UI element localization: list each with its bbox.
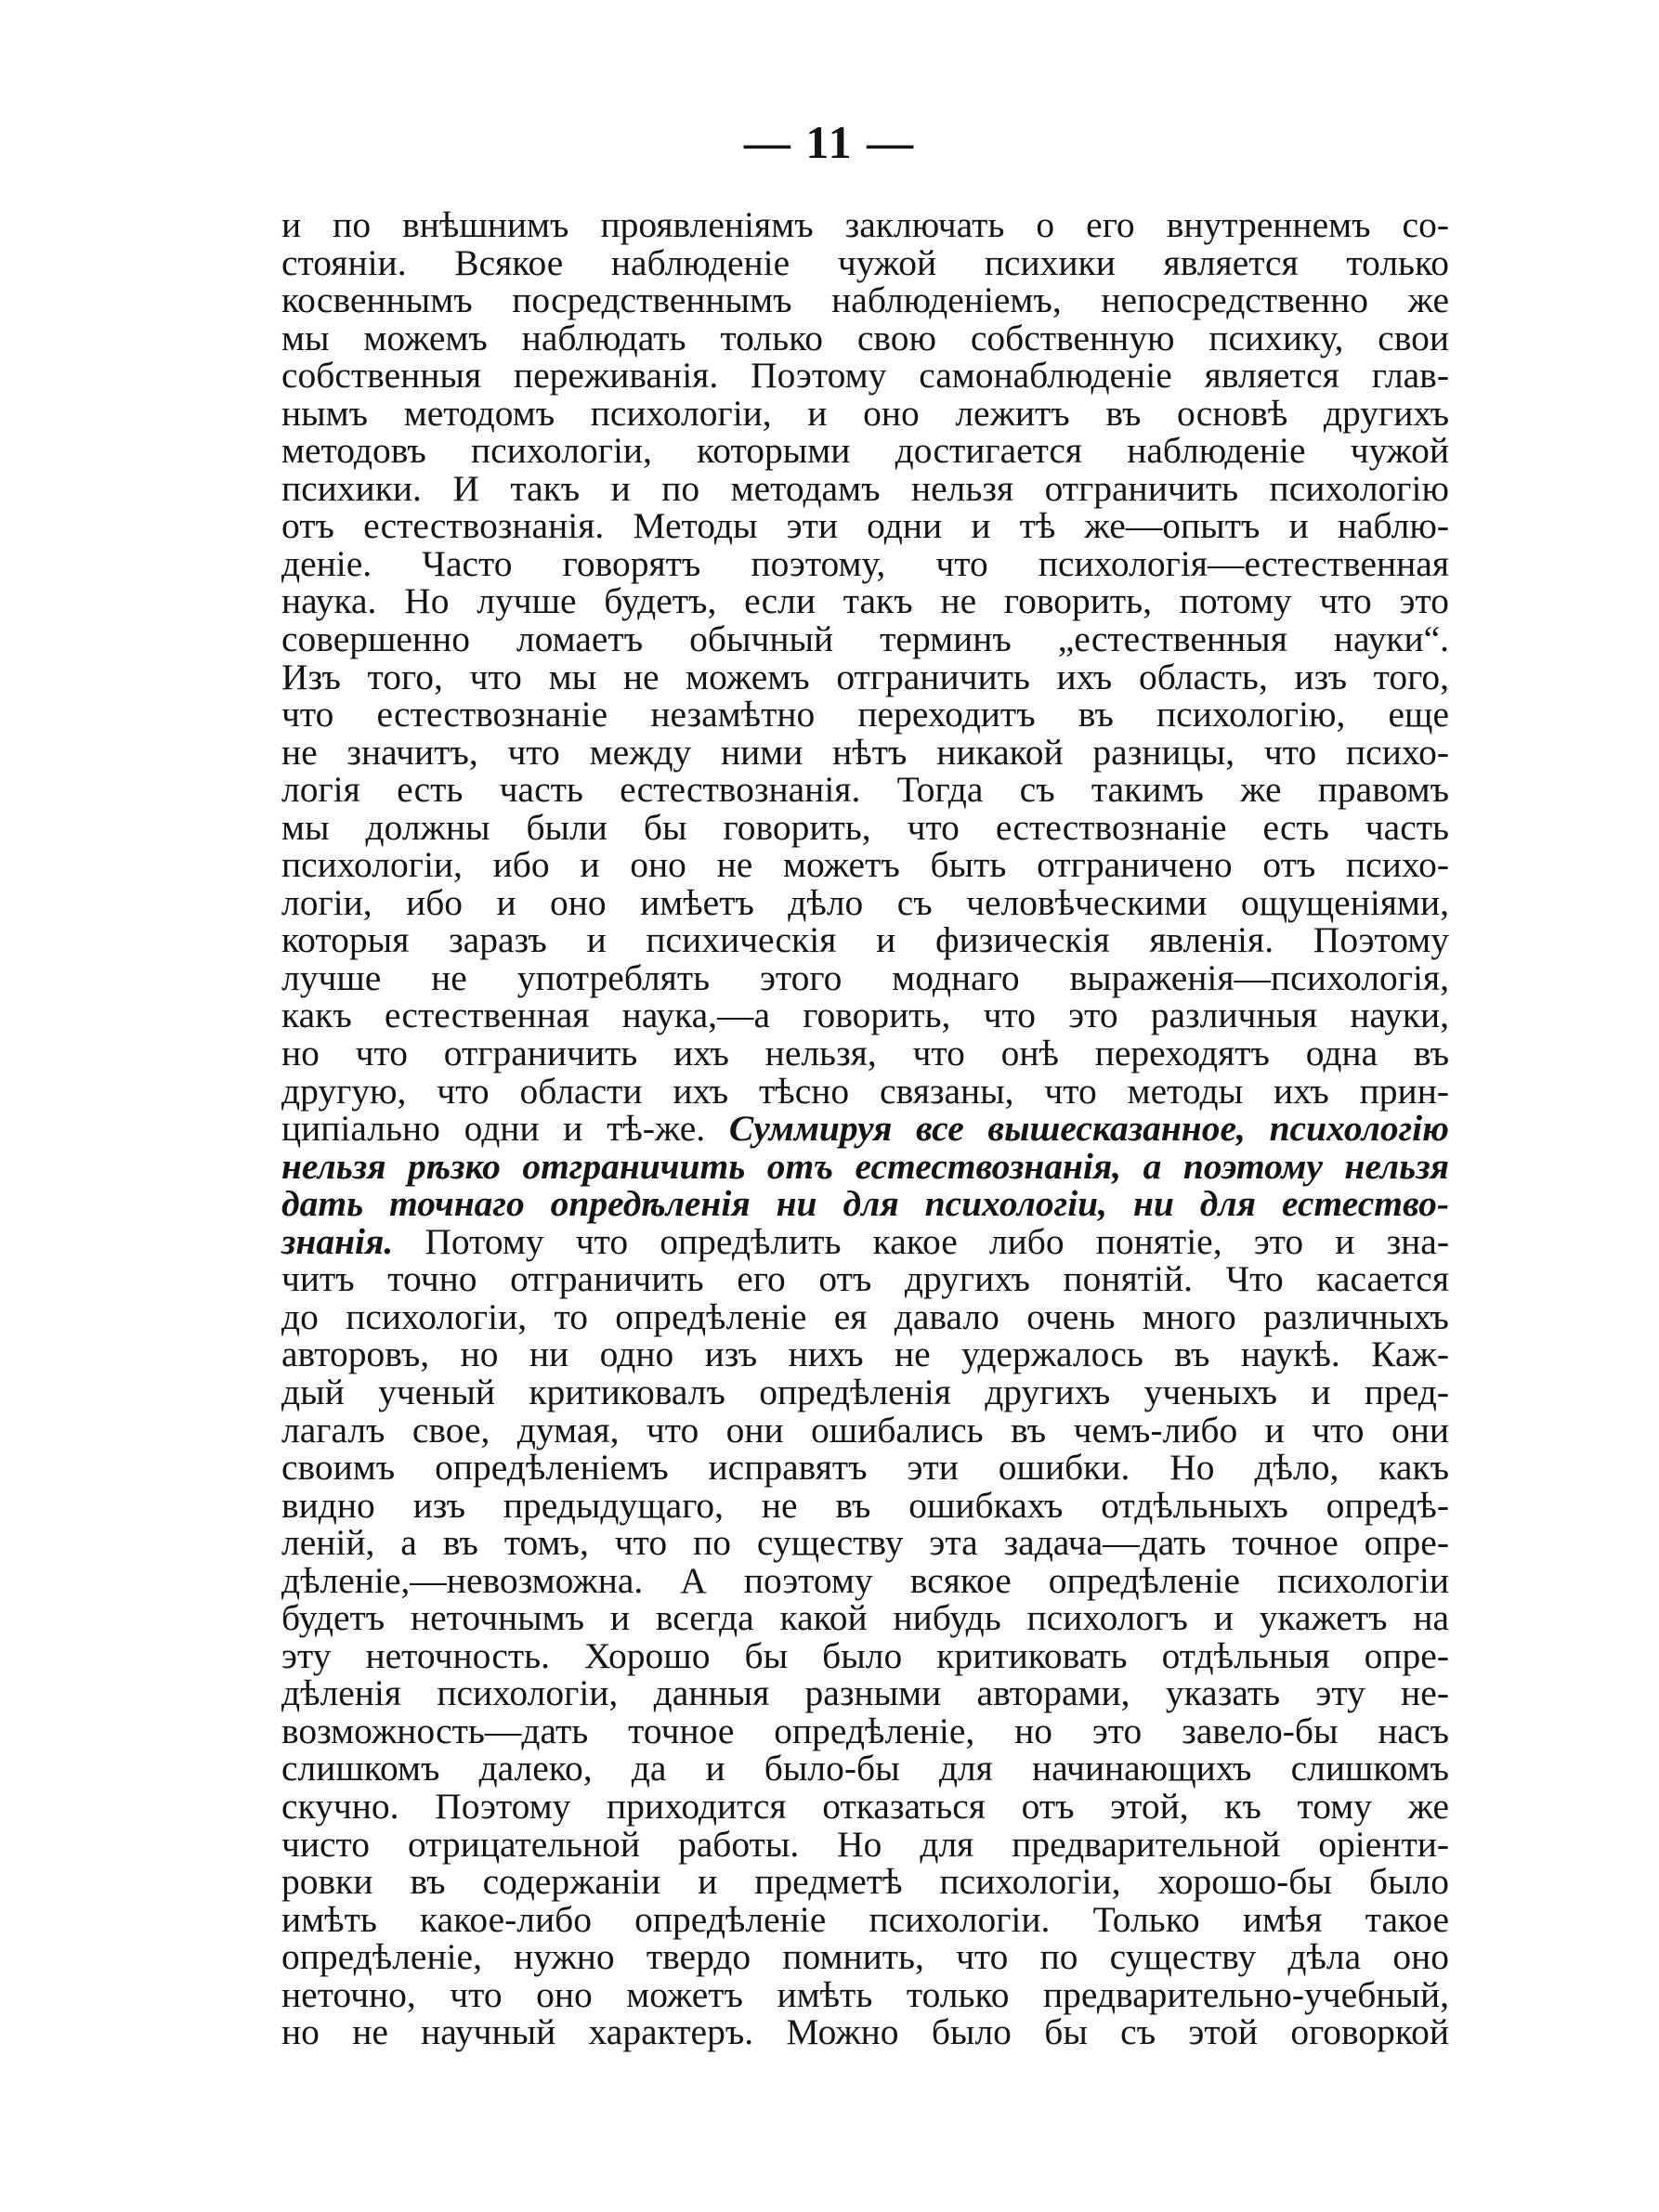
text-line xyxy=(281,1524,1449,1562)
text-segment: но не научный характеръ. Можно было бы съ этой оговоркой xyxy=(281,2011,1449,2053)
text-segment: опредѣленіе, нужно твердо помнить, что по существу дѣла оно xyxy=(281,1936,1449,1978)
text-segment: мы должны были бы говорить, что естествознаніе есть часть xyxy=(281,806,1449,848)
text-line xyxy=(281,956,1449,998)
text-line xyxy=(281,392,1449,434)
text-segment: не значитъ, что между ними нѣтъ никакой разницы, что психо- xyxy=(281,731,1449,773)
text-segment: Потому что опредѣлить какое либо понятіе, это и зна- xyxy=(393,1220,1449,1262)
text-line xyxy=(281,1785,1449,1827)
text-segment: и по внѣшнимъ проявленіямъ заключать о его внутреннемъ со- xyxy=(281,204,1449,245)
text-segment: лучше не употреблять этого моднаго выраженія—психологія, xyxy=(281,956,1449,998)
text-segment: до психологіи, то опредѣленіе ея давало очень много различныхъ xyxy=(281,1295,1449,1337)
text-line xyxy=(281,771,1449,809)
text-line xyxy=(281,467,1449,509)
text-segment: психологіи, ибо и оно не можетъ быть отграничено отъ психо- xyxy=(281,844,1449,886)
text-line xyxy=(281,1863,1449,1901)
text-segment: неточно, что оно можетъ имѣть только предварительно-учебный, xyxy=(281,1973,1449,2015)
text-line xyxy=(281,620,1449,658)
text-segment: имѣть какое-либо опредѣленіе психологіи. Только имѣя такое xyxy=(281,1898,1449,1940)
text-line xyxy=(281,1634,1449,1676)
page-number: — 11 — xyxy=(743,116,916,168)
text-line xyxy=(281,846,1449,884)
text-line xyxy=(281,1938,1449,1976)
text-segment: авторовъ, но ни одно изъ нихъ не удержалось въ наукѣ. Каж- xyxy=(281,1334,1449,1375)
text-line xyxy=(281,806,1449,848)
text-line xyxy=(281,507,1449,545)
text-line xyxy=(281,1898,1449,1940)
text-segment: логіи, ибо и оно имѣетъ дѣло съ человѣческими ощущеніями, xyxy=(281,881,1449,923)
text-line xyxy=(281,1484,1449,1526)
text-segment: чисто отрицательной работы. Но для предварительной оріенти- xyxy=(281,1823,1449,1865)
text-line xyxy=(281,1750,1449,1788)
text-line xyxy=(281,1145,1449,1187)
text-line xyxy=(281,241,1449,283)
text-segment: но что отграничить ихъ нельзя, что онѣ переходятъ одна въ xyxy=(281,1033,1449,1074)
text-segment: собственныя переживанія. Поэтому самонаблюденіе является глав- xyxy=(281,355,1449,397)
text-line xyxy=(281,281,1449,319)
text-line xyxy=(281,1559,1449,1601)
text-line xyxy=(281,1220,1449,1262)
text-line xyxy=(281,432,1449,470)
text-line xyxy=(281,319,1449,358)
text-line xyxy=(281,1712,1449,1750)
text-segment: лагалъ свое, думая, что они ошибались въ чемъ-либо и что они xyxy=(281,1409,1449,1451)
text-line xyxy=(281,206,1449,244)
text-segment: методовъ психологіи, которыми достигается наблюденіе чужой xyxy=(281,430,1449,472)
text-line xyxy=(281,1373,1449,1412)
text-segment: деніе. Часто говорятъ поэтому, что психологія—естественная xyxy=(281,542,1449,584)
text-segment: ципіально одни и тѣ-же. xyxy=(281,1108,729,1150)
text-segment: другую, что области ихъ тѣсно связаны, что методы ихъ прин- xyxy=(281,1070,1449,1112)
text-line xyxy=(281,1110,1449,1148)
text-segment: стояніи. Всякое наблюденіе чужой психики является только xyxy=(281,241,1449,283)
text-segment: скучно. Поэтому приходится отказаться отъ этой, къ тому же xyxy=(281,1785,1449,1827)
italic-text-segment: нельзя рѣзко отграничить отъ естествознанія, а поэтому нельзя xyxy=(281,1145,1449,1187)
text-line xyxy=(281,582,1449,620)
text-segment: возможность—дать точное опредѣленіе, но это завело-бы насъ xyxy=(281,1710,1449,1751)
text-line xyxy=(281,881,1449,923)
text-line xyxy=(281,1034,1449,1073)
text-line xyxy=(281,731,1449,773)
text-segment: дѣленіе,—невозможна. А поэтому всякое опредѣленіе психологіи xyxy=(281,1559,1449,1601)
italic-text-segment: знанія. xyxy=(281,1220,394,1262)
text-line xyxy=(281,2013,1449,2051)
text-segment: наука. Но лучше будетъ, если такъ не говорить, потому что это xyxy=(281,580,1449,622)
text-line xyxy=(281,1599,1449,1637)
text-line xyxy=(281,1185,1449,1223)
text-line xyxy=(281,542,1449,584)
text-segment: слишкомъ далеко, да и было-бы для начинающихъ слишкомъ xyxy=(281,1748,1449,1789)
body-text xyxy=(281,206,1449,2051)
text-line xyxy=(281,1070,1449,1112)
text-line xyxy=(281,696,1449,734)
italic-text-segment: Суммируя все вышесказанное, психологію xyxy=(728,1108,1449,1150)
text-line xyxy=(281,1409,1449,1451)
text-segment: логія есть часть естествознанія. Тогда съ такимъ же правомъ xyxy=(281,769,1449,811)
text-line xyxy=(281,996,1449,1034)
text-segment: мы можемъ наблюдать только свою собственную психику, свои xyxy=(281,317,1449,358)
text-segment: которыя заразъ и психическія и физическія явленія. Поэтому xyxy=(281,919,1449,961)
text-segment: ровки въ содержаніи и предметѣ психологіи, хорошо-бы было xyxy=(281,1861,1449,1903)
italic-text-segment: дать точнаго опредѣленія ни для психологіи, ни для естество- xyxy=(281,1183,1449,1225)
text-segment: Изъ того, что мы не можемъ отграничить ихъ область, изъ того, xyxy=(281,656,1449,697)
text-segment: нымъ методомъ психологіи, и оно лежитъ въ основѣ другихъ xyxy=(281,392,1449,434)
text-line xyxy=(281,1449,1449,1487)
text-segment: косвеннымъ посредственнымъ наблюденіемъ, непосредственно же xyxy=(281,280,1449,321)
text-line xyxy=(281,357,1449,395)
text-segment: эту неточность. Хорошо бы было критиковать отдѣльныя опре- xyxy=(281,1634,1449,1676)
text-segment: будетъ неточнымъ и всегда какой нибудь психологъ и укажетъ на xyxy=(281,1597,1449,1639)
text-segment: совершенно ломаетъ обычный терминъ „естественныя науки“. xyxy=(281,618,1449,660)
text-segment: что естествознаніе незамѣтно переходитъ въ психологію, еще xyxy=(281,694,1449,735)
text-line xyxy=(281,1674,1449,1712)
text-segment: читъ точно отграничить его отъ другихъ понятій. Что касается xyxy=(281,1258,1449,1300)
text-line xyxy=(281,1823,1449,1865)
text-line xyxy=(281,921,1449,959)
text-line xyxy=(281,1973,1449,2015)
text-segment: леній, а въ томъ, что по существу эта задача—дать точное опре- xyxy=(281,1522,1449,1564)
text-line xyxy=(281,1335,1449,1373)
text-line xyxy=(281,1260,1449,1298)
text-line xyxy=(281,658,1449,696)
text-segment: психики. И такъ и по методамъ нельзя отграничить психологію xyxy=(281,467,1449,509)
text-segment: какъ естественная наука,—а говорить, что это различныя науки, xyxy=(281,995,1449,1036)
text-line xyxy=(281,1295,1449,1337)
text-segment: видно изъ предыдущаго, не въ ошибкахъ отдѣльныхъ опредѣ- xyxy=(281,1484,1449,1526)
text-segment: дый ученый критиковалъ опредѣленія другихъ ученыхъ и пред- xyxy=(281,1371,1449,1412)
text-segment: отъ естествознанія. Методы эти одни и тѣ же—опытъ и наблю- xyxy=(281,505,1449,547)
text-segment: своимъ опредѣленіемъ исправятъ эти ошибки. Но дѣло, какъ xyxy=(281,1447,1449,1489)
text-segment: дѣленія психологіи, данныя разными авторами, указать эту не- xyxy=(281,1672,1449,1714)
